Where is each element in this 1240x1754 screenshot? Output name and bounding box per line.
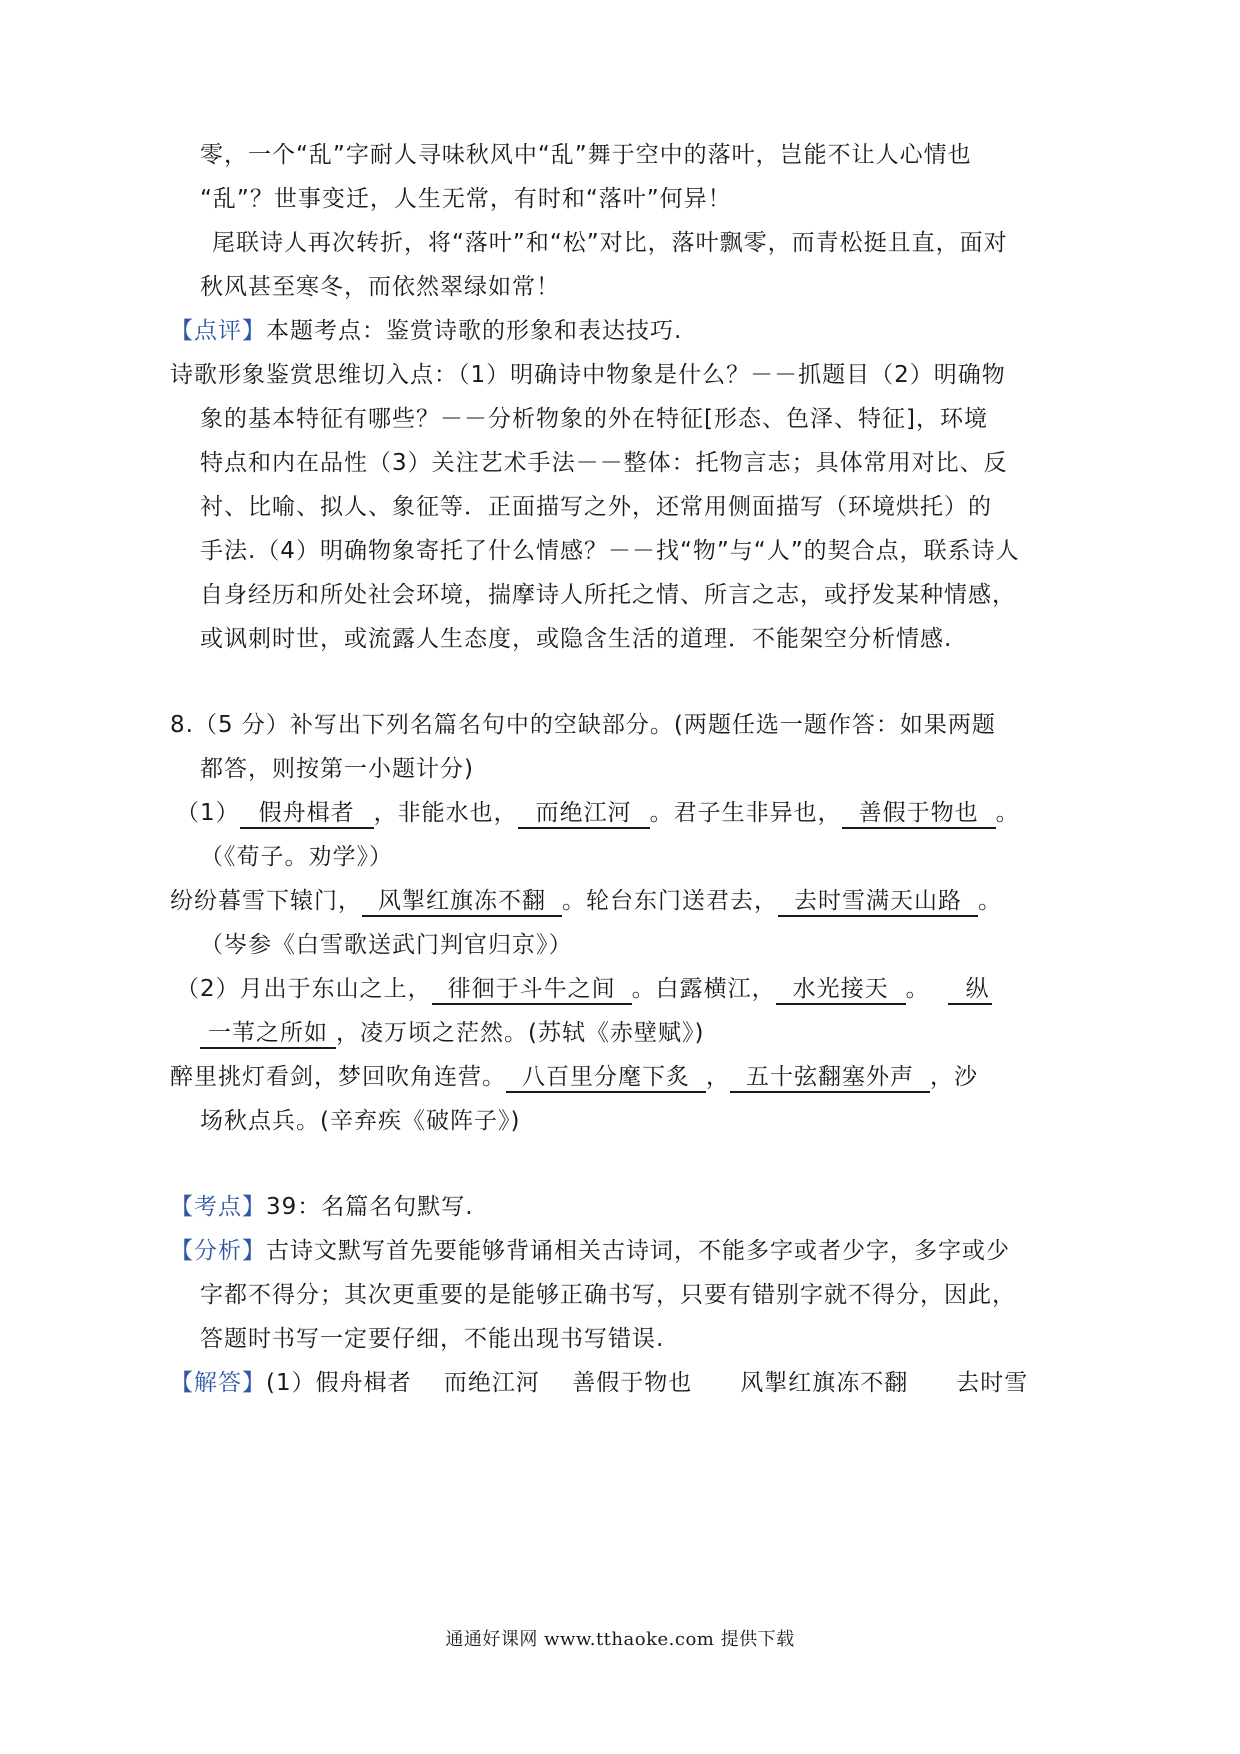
review-line-6: 自身经历和所处社会环境，揣摩诗人所托之情、所言之志，或抒发某种情感，	[200, 582, 1016, 608]
question-title-line-1: 8.（5 分）补写出下列名篇名句中的空缺部分。(两题任选一题作答：如果两题	[170, 712, 996, 738]
review-line-7: 或讽刺时世，或流露人生态度，或隐含生活的道理．不能架空分析情感.	[200, 626, 953, 652]
analysis-line-2: 字都不得分；其次更重要的是能够正确书写，只要有错别字就不得分，因此，	[200, 1282, 1016, 1308]
p3-answer-2: 水光接天	[776, 975, 906, 1005]
p3-mid-2: 。	[905, 976, 930, 1002]
review-line-1: 诗歌形象鉴赏思维切入点：（1）明确诗中物象是什么？－－抓题目（2）明确物	[170, 362, 1006, 388]
kaodian-text: 39：名篇名句默写.	[266, 1194, 474, 1220]
p4-answer-2: 五十弦翻塞外声	[730, 1063, 930, 1093]
analysis-tag: 【分析】	[170, 1238, 266, 1264]
p4-end: ，沙	[930, 1064, 978, 1090]
review-header	[170, 314, 682, 348]
p3-mid-1: 。白露横江，	[631, 976, 776, 1002]
p3-answer-3b: 一苇之所如	[200, 1019, 336, 1049]
p2-prefix: 纷纷暮雪下辕门，	[170, 888, 362, 914]
question-part-2-line-2	[200, 1016, 704, 1050]
p1-prefix: （1）	[176, 800, 240, 826]
question-part-2b-line	[170, 1060, 978, 1094]
review-line-5: 手法.（4）明确物象寄托了什么情感？－－找“物”与“人”的契合点，联系诗人	[200, 538, 1020, 564]
answer-tag: 【解答】	[170, 1370, 266, 1396]
review-line-3: 特点和内在品性（3）关注艺术手法－－整体：托物言志；具体常用对比、反	[200, 450, 1008, 476]
intro-line-2: “乱”？世事变迁，人生无常，有时和“落叶”何异！	[200, 186, 732, 212]
p3-end: ，凌万顷之茫然。(苏轼《赤壁赋》)	[336, 1020, 705, 1046]
analysis-line-1	[170, 1234, 1010, 1268]
p2-answer-2: 去时雪满天山路	[778, 887, 978, 917]
question-part-1-line	[176, 796, 1020, 830]
p3-answer-3a: 纵	[948, 975, 992, 1005]
p4-answer-1: 八百里分麾下炙	[506, 1063, 706, 1093]
question-title-line-2: 都答，则按第一小题计分)	[200, 756, 474, 782]
p3-prefix: （2）月出于东山之上，	[176, 976, 432, 1002]
answer-line	[170, 1366, 1028, 1400]
intro-line-3: 尾联诗人再次转折，将“落叶”和“松”对比，落叶飘零，而青松挺且直，面对	[212, 230, 1008, 256]
p4-prefix: 醉里挑灯看剑，梦回吹角连营。	[170, 1064, 506, 1090]
p2-end: 。	[978, 888, 1002, 914]
p1-end: 。	[995, 800, 1020, 826]
kaodian-tag: 【考点】	[170, 1194, 266, 1220]
analysis-text-1: 古诗文默写首先要能够背诵相关古诗词，不能多字或者少字，多字或少	[266, 1238, 1010, 1264]
p1-answer-3: 善假于物也	[842, 799, 996, 829]
review-line-4: 衬、比喻、拟人、象征等．正面描写之外，还常用侧面描写（环境烘托）的	[200, 494, 992, 520]
p3-answer-1: 徘徊于斗牛之间	[432, 975, 632, 1005]
review-line-2: 象的基本特征有哪些？－－分析物象的外在特征[形态、色泽、特征]，环境	[200, 406, 988, 432]
p2-mid-1: 。轮台东门送君去，	[562, 888, 778, 914]
p1-mid-2: 。君子生非异也，	[649, 800, 842, 826]
analysis-line-3: 答题时书写一定要仔细，不能出现书写错误.	[200, 1326, 665, 1352]
question-part-1b-line	[170, 884, 1002, 918]
p4-line-2: 场秋点兵。(辛弃疾《破阵子》)	[200, 1108, 521, 1134]
intro-line-4: 秋风甚至寒冬，而依然翠绿如常！	[200, 274, 560, 300]
p1-mid-1: ，非能水也，	[373, 800, 518, 826]
p1-answer-2: 而绝江河	[518, 799, 650, 829]
p1-source: （《荀子。劝学》）	[200, 844, 393, 870]
kaodian-line	[170, 1190, 474, 1224]
page-footer: 通通好课网 www.tthaoke.com 提供下载	[445, 1629, 795, 1650]
review-summary: 本题考点：鉴赏诗歌的形象和表达技巧.	[266, 318, 683, 344]
answer-text: (1）假舟楫者 而绝江河 善假于物也 风掣红旗冻不翻 去时雪	[266, 1370, 1029, 1396]
p2-source: （岑参《白雪歌送武门判官归京》）	[200, 932, 573, 958]
p1-answer-1: 假舟楫者	[240, 799, 374, 829]
p2-answer-1: 风掣红旗冻不翻	[362, 887, 562, 917]
intro-line-1: 零，一个“乱”字耐人寻味秋风中“乱”舞于空中的落叶，岂能不让人心情也	[200, 142, 972, 168]
p4-mid-1: ，	[706, 1064, 730, 1090]
review-tag: 【点评】	[170, 318, 266, 344]
question-part-2-line	[176, 972, 992, 1006]
